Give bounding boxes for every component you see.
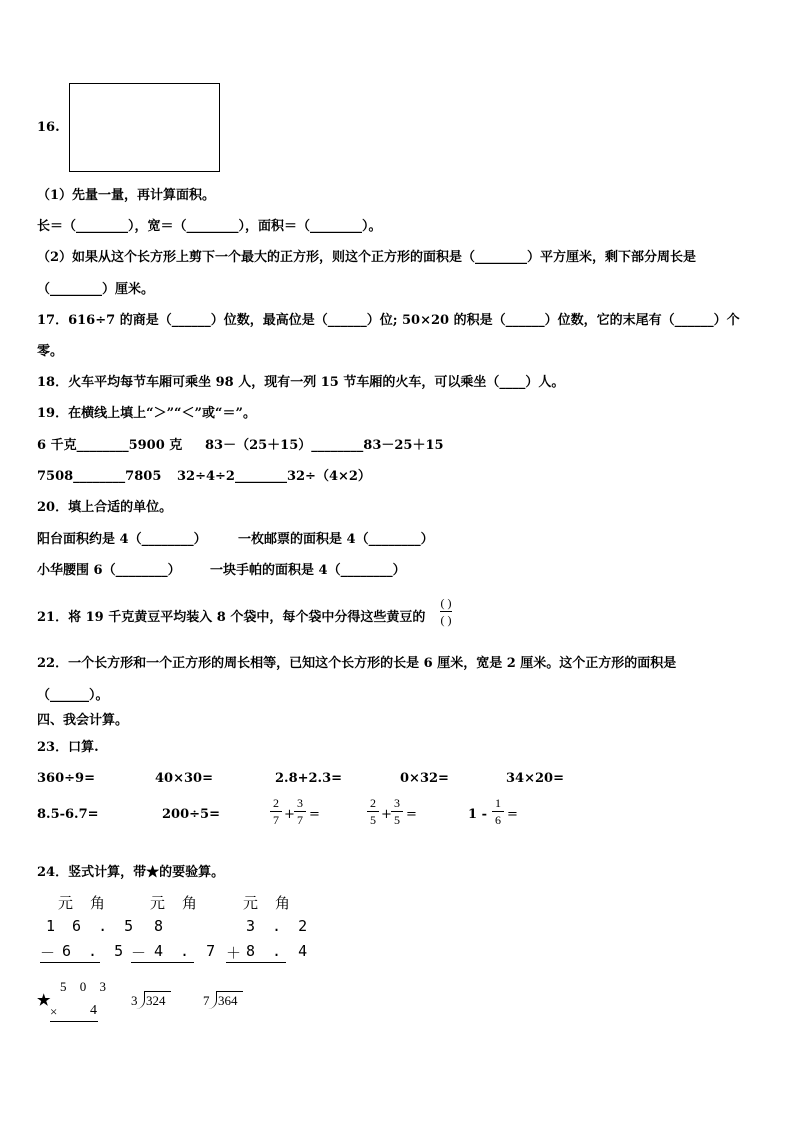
equals-sign: = — [507, 807, 518, 822]
vertical-operand: 8 — [154, 917, 168, 935]
vertical-operand: 3 . 2 — [246, 917, 312, 935]
fraction-numerator: 3 — [394, 796, 400, 810]
fraction — [391, 796, 403, 827]
vertical-operand: 1 6 . 5 — [46, 917, 138, 935]
q20-r2a: 小华腰围 6（________） — [37, 563, 181, 578]
q22-line-b: （______）。 — [37, 688, 109, 703]
oral-item: 0×32= — [400, 771, 449, 786]
operator: + — [381, 807, 392, 822]
q16-sub2a: （2）如果从这个长方形上剪下一个最大的正方形，则这个正方形的面积是（________）平方厘米，剩下部分周长是 — [37, 250, 697, 265]
fraction-bar — [294, 811, 306, 812]
vertical-operand: 6 . 5 — [62, 942, 128, 960]
division-bar — [144, 991, 171, 992]
q20-r1a: 阳台面积约是 4（________） — [37, 532, 207, 547]
answer-line — [131, 962, 194, 963]
fraction-bar — [270, 811, 282, 812]
divisor: 7 — [203, 993, 210, 1008]
fraction — [492, 796, 504, 827]
fraction-bar — [391, 811, 403, 812]
rectangle-figure — [69, 83, 220, 172]
division-bar — [216, 991, 243, 992]
vertical-operator: － — [131, 944, 151, 962]
vertical-operand: 4 . 7 — [154, 942, 220, 960]
unit-header: 元 角 — [150, 894, 202, 912]
divisor: 3 — [131, 993, 138, 1008]
q19-r2a: 7508________7805 — [37, 469, 162, 484]
fraction-numerator: ( ) — [440, 596, 452, 610]
section-heading: 四、我会计算。 — [37, 713, 129, 728]
q24-title: 24．竖式计算，带★的要验算。 — [37, 865, 225, 880]
star-icon: ★ — [37, 991, 51, 1009]
fraction-denominator: 5 — [394, 813, 400, 827]
oral-item: 360÷9= — [37, 771, 95, 786]
fraction-denominator: 5 — [370, 813, 376, 827]
answer-line — [50, 1021, 98, 1022]
oral-prefix: 1 - — [468, 807, 487, 822]
division-paren — [208, 991, 217, 1009]
fraction-bar — [492, 811, 504, 812]
fraction-numerator: 2 — [273, 796, 279, 810]
q19-r1a: 6 千克________5900 克 — [37, 438, 183, 453]
fraction-denominator: 7 — [273, 813, 279, 827]
fraction-denominator: 6 — [495, 813, 501, 827]
q22-line-a: 22．一个长方形和一个正方形的周长相等，已知这个长方形的长是 6 厘米，宽是 2 厘米。这个正方形的面积是 — [37, 656, 677, 671]
q16-sub2b: （________）厘米。 — [37, 282, 155, 297]
fraction-denominator: 7 — [297, 813, 303, 827]
vertical-operand: 8 . 4 — [246, 942, 312, 960]
answer-line — [40, 962, 100, 963]
equals-sign: = — [309, 807, 320, 822]
vertical-operand: 4 — [90, 1003, 97, 1018]
q19-title: 19．在横线上填上“＞”“＜”或“＝”。 — [37, 406, 256, 421]
q21-blank-fraction — [440, 596, 452, 627]
unit-header: 元 角 — [243, 894, 295, 912]
equals-sign: = — [406, 807, 417, 822]
q17-line-a: 17．616÷7 的商是（______）位数，最高位是（______）位; 50×20 的积是（______）位数，它的末尾有（______）个 — [37, 313, 740, 328]
q21-text: 21．将 19 千克黄豆平均装入 8 个袋中，每个袋中分得这些黄豆的 — [37, 610, 426, 625]
question-number: 16. — [37, 120, 60, 135]
fraction — [270, 796, 282, 827]
fraction-numerator: 3 — [297, 796, 303, 810]
q19-r2b: 32÷4÷2________32÷（4×2） — [177, 469, 371, 484]
vertical-operator: ＋ — [226, 944, 246, 962]
vertical-operand: 5 0 3 — [60, 979, 111, 994]
fraction-numerator: 1 — [495, 796, 501, 810]
q20-title: 20．填上合适的单位。 — [37, 500, 173, 515]
q18-text: 18．火车平均每节车厢可乘坐 98 人，现有一列 15 节车厢的火车，可以乘坐（____）人。 — [37, 375, 565, 390]
fraction — [294, 796, 306, 827]
operator: + — [284, 807, 295, 822]
q16-line1: 长＝（________），宽＝（________），面积＝（________）。 — [37, 219, 382, 234]
oral-item: 200÷5= — [162, 807, 220, 822]
vertical-operator: － — [40, 944, 60, 962]
dividend: 364 — [218, 993, 238, 1008]
oral-item: 2.8+2.3= — [275, 771, 343, 786]
dividend: 324 — [146, 993, 166, 1008]
q16-sub1: （1）先量一量，再计算面积。 — [37, 188, 216, 203]
q17-line-b: 零。 — [37, 344, 64, 359]
q20-r2b: 一块手帕的面积是 4（________） — [210, 563, 406, 578]
unit-header: 元 角 — [58, 894, 110, 912]
fraction-bar — [440, 611, 452, 612]
vertical-operator: × — [50, 1004, 58, 1019]
q19-r1b: 83－（25＋15）________83－25＋15 — [205, 438, 444, 453]
fraction — [367, 796, 379, 827]
oral-item: 34×20= — [506, 771, 564, 786]
fraction-numerator: 2 — [370, 796, 376, 810]
oral-item: 8.5-6.7= — [37, 807, 99, 822]
fraction-bar — [367, 811, 379, 812]
fraction-denominator: ( ) — [440, 613, 452, 627]
answer-line — [226, 962, 286, 963]
q20-r1b: 一枚邮票的面积是 4（________） — [238, 532, 434, 547]
oral-item: 40×30= — [155, 771, 213, 786]
division-paren — [136, 991, 145, 1009]
q23-title: 23．口算. — [37, 740, 99, 755]
